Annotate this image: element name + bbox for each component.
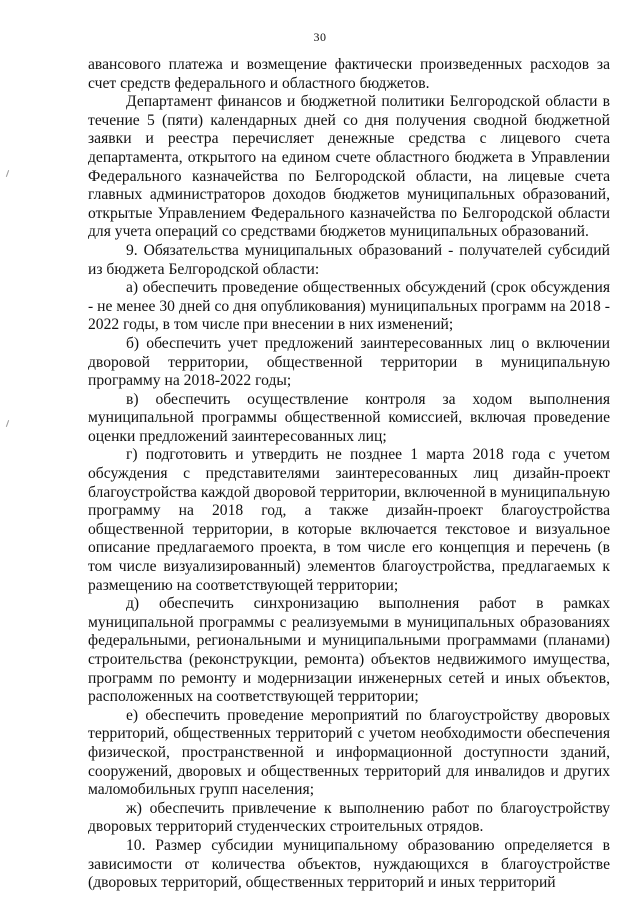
- list-item-e: е) обеспечить проведение мероприятий по благоустройству дворовых территорий, общественных территорий с учетом необходимости обеспечения физической, пространственной и информационной доступности зданий, сооружений, дворовых и общественных территорий для инвалидов и других маломобильных групп населения;: [88, 706, 610, 799]
- document-body: [88, 56, 610, 893]
- scan-artifact-mark: [6, 420, 9, 427]
- list-item-a: а) обеспечить проведение общественных обсуждений (срок обсуждения - не менее 30 дней со дня опубликования) муниципальных программ на 2018 - 2022 годы, в том числе при внесении в них изменений;: [88, 279, 610, 334]
- list-item-v: в) обеспечить осуществление контроля за ходом выполнения муниципальной программы общественной комиссией, включая проведение оценки предложений заинтересованных лиц;: [88, 390, 610, 445]
- paragraph-continuation: авансового платежа и возмещение фактически произведенных расходов за счет средств федерального и областного бюджетов.: [88, 56, 610, 92]
- list-item-zh: ж) обеспечить привлечение к выполнению работ по благоустройству дворовых территорий студенческих строительных отрядов.: [88, 799, 610, 836]
- paragraph-clause-9: 9. Обязательства муниципальных образований - получателей субсидий из бюджета Белгородской области:: [88, 241, 610, 278]
- paragraph-department-transfer: Департамент финансов и бюджетной политики Белгородской области в течение 5 (пяти) календарных дней со дня получения сводной бюджетной заявки и реестра перечисляет денежные средства с лицевого счета департамента, открытого на едином счете областного бюджета в Управлении Федерального казначейства по Белгородской области, на лицевые счета главных администраторов доходов бюджетов муниципальных образований, открытые Управлением Федерального казначейства по Белгородской области для учета операций со средствами бюджетов муниципальных образований.: [88, 93, 610, 241]
- paragraph-clause-10: 10. Размер субсидии муниципальному образованию определяется в зависимости от количества объектов, нуждающихся в благоустройстве (дворовых территорий, общественных территорий и иных территорий: [88, 836, 610, 892]
- list-item-b: б) обеспечить учет предложений заинтересованных лиц о включении дворовой территории, общественной территории в муниципальную программу на 2018-2022 годы;: [88, 334, 610, 390]
- page-number: 30: [313, 30, 327, 44]
- scan-artifact-mark: [6, 170, 9, 177]
- list-item-g: г) подготовить и утвердить не позднее 1 марта 2018 года с учетом обсуждения с представителями заинтересованных лиц дизайн-проект благоустройства каждой дворовой территории, включенной в муниципальную программу на 2018 год, а также дизайн-проект благоустройства общественной территории, в которые включается текстовое и визуальное описание предлагаемого проекта, в том числе его концепция и перечень (в том числе визуализированный) элементов благоустройства, предлагаемых к размещению на соответствующей территории;: [88, 446, 610, 594]
- list-item-d: д) обеспечить синхронизацию выполнения работ в рамках муниципальной программы с реализуемыми в муниципальных образованиях федеральными, региональными и муниципальными программами (планами) строительства (реконструкции, ремонта) объектов недвижимого имущества, программ по ремонту и модернизации инженерных сетей и иных объектов, расположенных на соответствующей территории;: [88, 595, 610, 706]
